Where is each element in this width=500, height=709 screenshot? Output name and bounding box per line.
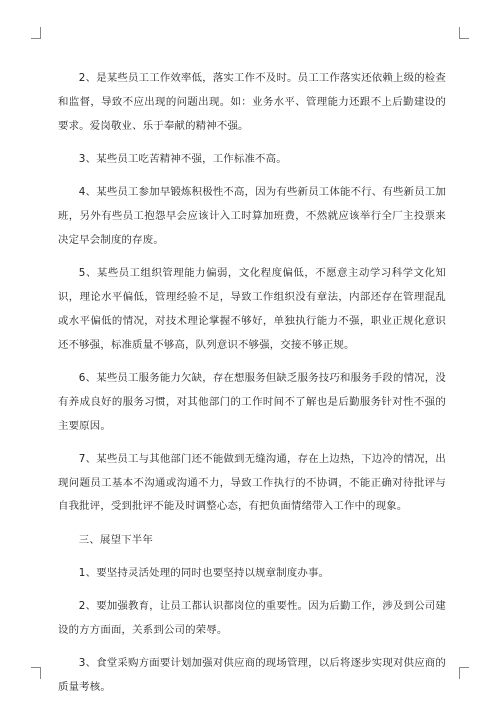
outlook-item-1: 1、要坚持灵活处理的同时也要坚持以规章制度办事。 [78,566,330,579]
paragraph-item-3: 3、某些员工吃苦精神不强，工作标准不高。 [78,152,287,165]
outlook-item-3: 3、食堂采购方面要计划加强对供应商的现场管理，以后将逐步实现对供应商的质量考核。 [58,656,446,693]
document-body [58,67,446,709]
crop-mark-bottom-left [31,667,41,679]
paragraph-item-2: 2、是某些员工工作效率低，落实工作不及时。员工工作落实还依赖上级的检查和监督，导致不应出现的问题出现。如：业务水平、管理能力还跟不上后勤建设的要求。爱岗敬业、乐于奉献的精神不强。 [58,72,446,132]
outlook-item-2: 2、要加强教育，让员工都认识都岗位的重要性。因为后勤工作，涉及到公司建设的方方面面，关系到公司的荣辱。 [58,599,446,636]
section-heading: 三、展望下半年 [78,533,153,546]
crop-mark-bottom-right [459,667,469,679]
crop-mark-top-right [459,27,469,39]
paragraph-item-5: 5、某些员工组织管理能力偏弱，文化程度偏低，不愿意主动学习科学文化知识，理论水平偏低，管理经验不足，导致工作组织没有章法，内部还存在管理混乱或水平偏低的情况，对技术理论掌握不够好，单独执行能力不强，职业正规化意识还不够强，标准质量不够高，队列意识不够强，交接不够正规。 [58,266,446,351]
paragraph-item-4: 4、某些员工参加早锻炼积极性不高，因为有些新员工体能不行、有些新员工加班，另外有些员工抱怨早会应该计入工时算加班费，不然就应该举行全厂主投票来决定早会制度的存废。 [58,186,446,246]
crop-mark-top-left [31,27,41,39]
paragraph-item-6: 6、某些员工服务能力欠缺，存在想服务但缺乏服务技巧和服务手段的情况，没有养成良好的服务习惯，对其他部门的工作时间不了解也是后勤服务针对性不强的主要原因。 [58,371,446,432]
paragraph-item-7: 7、某些员工与其他部门还不能做到无缝沟通，存在上边热，下边冷的情况，出现问题员工基本不沟通或沟通不力，导致工作执行的不协调，不能正确对待批评与自我批评，受到批评不能及时调整心态，有把负面情绪带入工作中的现象。 [58,452,446,513]
